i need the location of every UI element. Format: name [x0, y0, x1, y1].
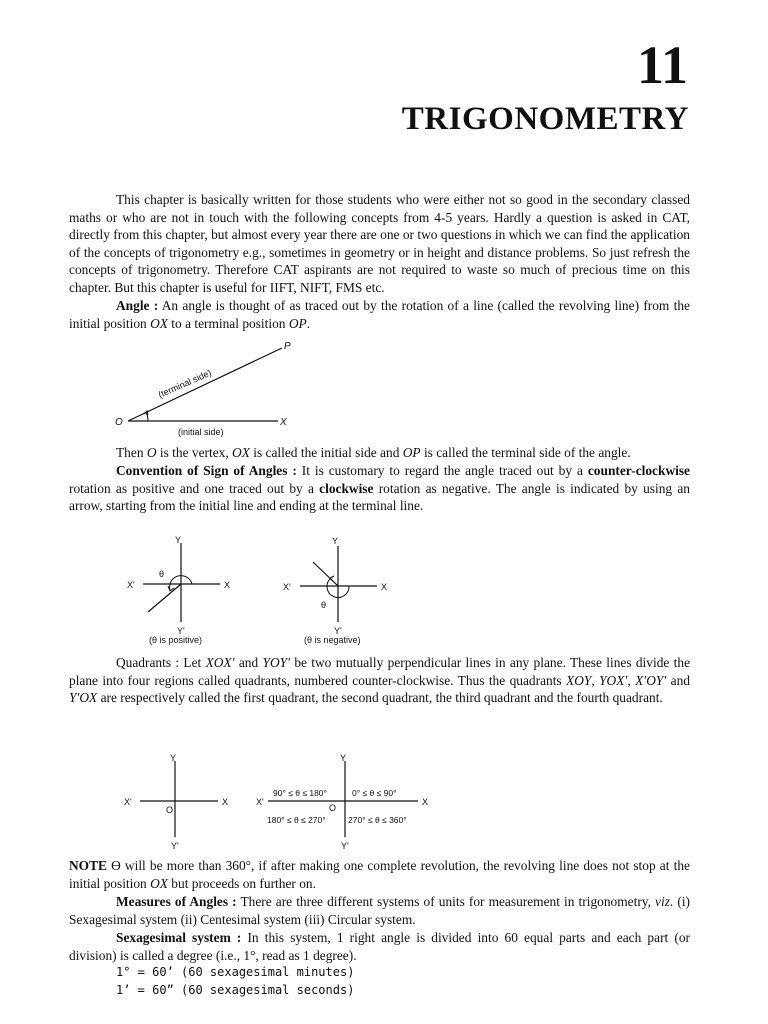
- fig2-left-yp: Y': [177, 626, 185, 636]
- note-text-1: ϴ will be more than 360°, if after making one complete revolution, the revolving line does not stop at the initial position: [69, 858, 690, 891]
- fig3-quadrant-4-range: 270° ≤ θ ≤ 360°: [348, 815, 407, 825]
- then-ox: OX: [232, 445, 250, 460]
- vertex-sentence: [69, 444, 690, 462]
- then-text-2: is the vertex,: [156, 445, 233, 460]
- fig3-right-o: O: [329, 803, 337, 813]
- angle-definition: [69, 297, 690, 332]
- convention-cw: clockwise: [319, 480, 374, 496]
- chapter-number: 11: [636, 35, 688, 95]
- measures-paragraph: [69, 893, 690, 928]
- fig2-right-theta: θ: [321, 600, 327, 610]
- convention-text-1: It is customary to regard the angle traced out by a: [296, 463, 588, 478]
- then-op: OP: [402, 445, 421, 460]
- fig1-x-label: X: [280, 417, 287, 428]
- convention-paragraph: [69, 462, 690, 515]
- quadrant-3: X′OY′: [635, 672, 667, 688]
- fig3-right-y: Y: [340, 753, 347, 763]
- fig3-right-xp: X': [256, 797, 264, 807]
- quadrants-yoy: YOY′: [262, 655, 291, 670]
- angle-figure: [110, 335, 310, 440]
- note-label: NOTE: [69, 858, 107, 873]
- fig3-quadrant-2-range: 90° ≤ θ ≤ 180°: [273, 788, 327, 798]
- quadrants-xox: XOX′: [205, 655, 235, 670]
- fig2-left-theta: θ: [159, 569, 165, 579]
- convention-text-2: rotation as positive and one traced out by a: [69, 480, 320, 496]
- fig1-terminal-label: (terminal side): [156, 367, 213, 400]
- fig3-right-yp: Y': [341, 841, 349, 851]
- intro-paragraph: This chapter is basically written for those students who were either not so good in the secondary classed maths or who are not in touch with the following concepts from 4-5 years. Hardly a question is asked in CAT, directly from this chapter, but almost every year there are one or two questions in which we can find the application of the concepts of trigonometry e.g., sometimes in geometry or in height and distance problems. So just refresh the concepts of trigonometry. Therefore CAT aspirants are not required to waste so much of precious time on this chapter. But this chapter is useful for IIFT, NIFT, FMS etc.: [69, 192, 690, 295]
- fig2-left-x: X: [224, 580, 231, 590]
- fig2-positive-caption: (θ is positive): [149, 635, 203, 645]
- measures-label: Measures of Angles :: [116, 894, 237, 909]
- fig3-left-yp: Y': [171, 841, 179, 851]
- quadrants-text-1: Quadrants : Let: [116, 655, 206, 670]
- quadrants-text-3: be two mutually perpendicular lines in any plane. These lines divide the plane into four regions called quadrants, numbered counter-clockwise. Thus the quadrants: [69, 655, 691, 688]
- angle-text-1: An angle is thought of as traced out by the rotation of a line (called the revolving line) from the initial position: [69, 298, 690, 331]
- fig1-p-label: P: [284, 341, 291, 352]
- fig3-left-y: Y: [170, 753, 177, 763]
- fig1-initial-label: (initial side): [178, 427, 224, 437]
- fig2-left-y: Y: [175, 535, 182, 545]
- angle-label: Angle :: [116, 298, 159, 313]
- then-text-1: Then: [116, 445, 147, 460]
- then-o: O: [146, 445, 157, 460]
- quadrants-text-5: are respectively called the first quadrant, the second quadrant, the third quadrant and the fourth quadrant.: [97, 690, 663, 706]
- quadrant-1: XOY: [566, 672, 592, 688]
- quadrants-text-2: and: [234, 655, 263, 670]
- quadrants-paragraph: [69, 654, 690, 707]
- fig2-right-y: Y: [332, 536, 339, 546]
- quadrants-figure: [118, 745, 438, 853]
- measures-text-1: There are three different systems of units for measurement in trigonometry,: [236, 894, 656, 909]
- angle-text-2: to a terminal position: [167, 315, 289, 331]
- then-text-3: is called the initial side and: [249, 445, 403, 460]
- note-text-2: but proceeds on further on.: [167, 875, 316, 891]
- minute-seconds-line: 1’ = 60” (60 sexagesimal seconds): [116, 983, 355, 997]
- chapter-title: TRIGONOMETRY: [401, 101, 689, 137]
- convention-text-3: rotation as negative. The angle is indicated by using an arrow, starting from the initial line and ending at the terminal line.: [69, 480, 690, 514]
- sexagesimal-label: Sexagesimal system :: [116, 930, 242, 945]
- measures-text-2: . (i) Sexagesimal system (ii) Centesimal system (iii) Circular system.: [69, 894, 690, 927]
- note-paragraph: [69, 857, 690, 892]
- sign-of-angles-figure: [115, 530, 405, 650]
- sexagesimal-text: In this system, 1 right angle is divided into 60 equal parts and each part (or division) is called a degree (i.e., 1°, read as 1 degree).: [69, 930, 690, 963]
- quadrants-comma-1: ,: [591, 672, 600, 688]
- angle-text-3: .: [306, 315, 311, 331]
- quadrant-4: Y′OX: [69, 690, 98, 706]
- angle-op: OP: [288, 315, 307, 331]
- degree-minutes-line: 1° = 60’ (60 sexagesimal minutes): [116, 965, 355, 979]
- quadrants-comma-2: ,: [627, 672, 636, 688]
- sexagesimal-paragraph: [69, 929, 690, 964]
- quadrants-text-4: and: [666, 672, 690, 688]
- fig2-right-x: X: [381, 582, 388, 592]
- quadrant-2: YOX′: [599, 672, 628, 688]
- fig3-left-x: X: [222, 797, 229, 807]
- fig2-negative-caption: (θ is negative): [304, 635, 361, 645]
- fig1-o-label: O: [115, 417, 123, 428]
- angle-ox: OX: [150, 315, 168, 331]
- note-ox: OX: [150, 875, 168, 891]
- fig3-quadrant-1-range: 0° ≤ θ ≤ 90°: [352, 788, 397, 798]
- fig3-right-x: X: [422, 797, 429, 807]
- convention-ccw: counter-clockwise: [587, 463, 690, 478]
- then-text-4: is called the terminal side of the angle.: [420, 445, 631, 460]
- fig3-left-xp: X': [124, 797, 132, 807]
- fig2-right-yp: Y': [334, 626, 342, 636]
- fig2-left-xp: X': [127, 580, 135, 590]
- convention-label: Convention of Sign of Angles :: [116, 463, 297, 478]
- fig2-right-xp: X': [283, 582, 291, 592]
- measures-viz: viz: [655, 894, 670, 909]
- fig3-left-o: O: [166, 805, 174, 815]
- fig3-quadrant-3-range: 180° ≤ θ ≤ 270°: [267, 815, 326, 825]
